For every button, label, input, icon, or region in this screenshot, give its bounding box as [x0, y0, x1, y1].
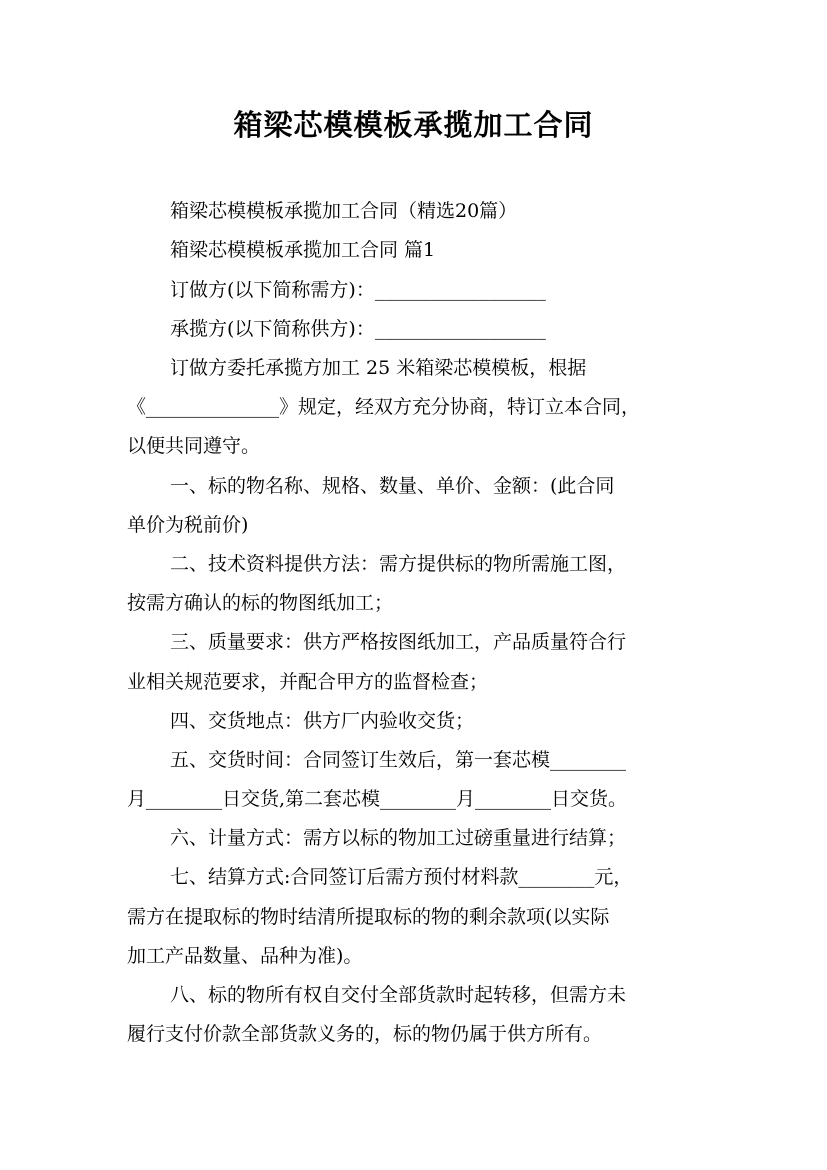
clause-7-line: 加工产品数量、品种为准)。	[127, 945, 363, 967]
section-heading: 箱梁芯模模板承揽加工合同 篇1	[170, 239, 436, 261]
clause-1-line: 单价为税前价)	[127, 514, 249, 536]
clause-2-line: 二、技术资料提供方法：需方提供标的物所需施工图，	[170, 553, 627, 575]
intro-paragraph-line: 以便共同遵守。	[127, 435, 261, 457]
clause-1-line: 一、标的物名称、规格、数量、单价、金额：(此合同	[170, 475, 615, 497]
clause-3-line: 业相关规范要求，并配合甲方的监督检查；	[127, 671, 489, 693]
clause-7-line: 七、结算方式:合同签订后需方预付材料款________元，	[170, 866, 633, 888]
intro-paragraph-line: 订做方委托承揽方加工 25 米箱梁芯模模板，根据	[170, 357, 587, 379]
subtitle-line: 箱梁芯模模板承揽加工合同（精选20篇）	[170, 200, 518, 222]
clause-5-line: 五、交货时间：合同签订生效后，第一套芯模________	[170, 749, 627, 771]
clause-4-line: 四、交货地点：供方厂内验收交货；	[170, 710, 475, 732]
intro-paragraph-line: 《______________》规定，经双方充分协商，特订立本合同，	[127, 396, 641, 418]
clause-8-line: 八、标的物所有权自交付全部货款时起转移，但需方未	[170, 984, 627, 1006]
orderer-field: 订做方(以下简称需方)：__________________	[170, 279, 546, 301]
clause-5-line: 月________日交货,第二套芯模________月________日交货。	[127, 788, 628, 810]
contractor-field: 承揽方(以下简称供方)：__________________	[170, 318, 546, 340]
clause-3-line: 三、质量要求：供方严格按图纸加工，产品质量符合行	[170, 631, 627, 653]
document-title: 箱梁芯模模板承揽加工合同	[233, 108, 594, 142]
clause-6-line: 六、计量方式：需方以标的物加工过磅重量进行结算；	[170, 827, 627, 849]
clause-2-line: 按需方确认的标的物图纸加工；	[127, 592, 394, 614]
clause-7-line: 需方在提取标的物时结清所提取标的物的剩余款项(以实际	[127, 906, 610, 928]
clause-8-line: 履行支付价款全部货款义务的，标的物仍属于供方所有。	[127, 1023, 603, 1045]
